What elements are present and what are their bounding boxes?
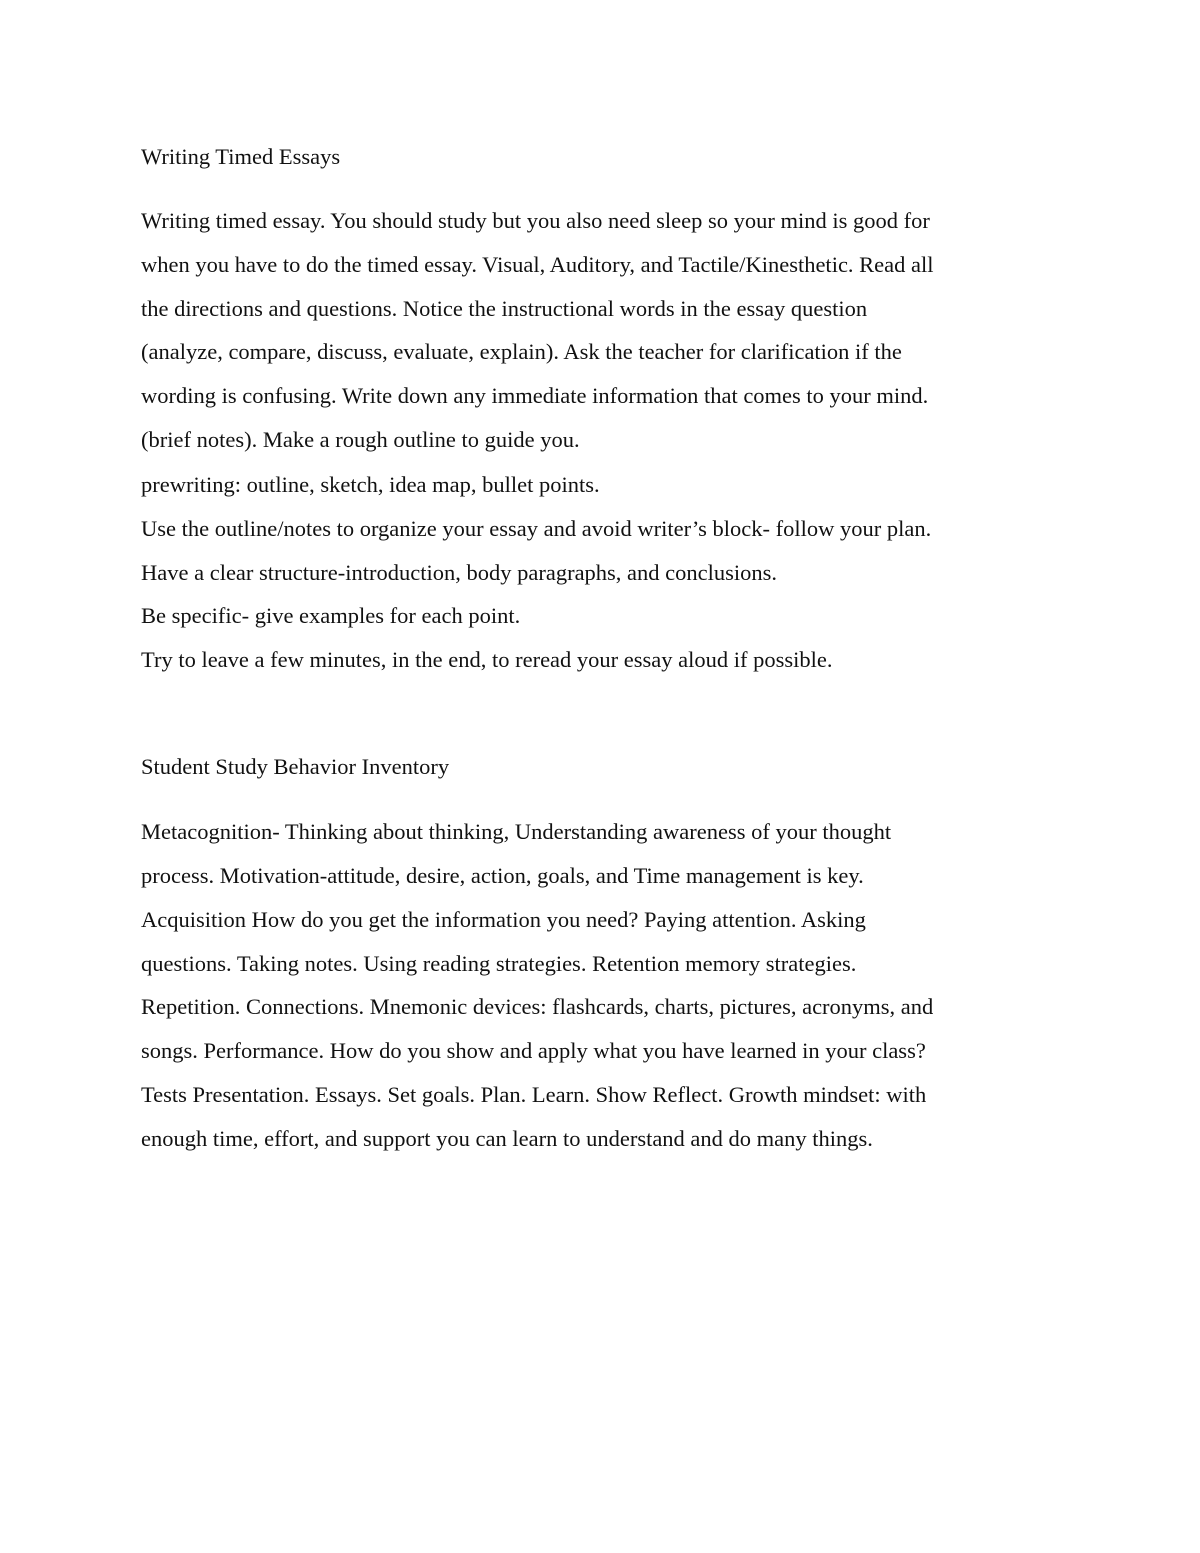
paragraph-line: Be specific- give examples for each point. [141,603,521,628]
paragraph-line: questions. Taking notes. Using reading strategies. Retention memory strategies. [141,951,857,976]
paragraph-line: Try to leave a few minutes, in the end, to reread your essay aloud if possible. [141,647,833,672]
paragraph-line: the directions and questions. Notice the instructional words in the essay question [141,296,868,321]
section-title-writing-timed-essays: Writing Timed Essays [141,144,341,169]
paragraph-line: (analyze, compare, discuss, evaluate, explain). Ask the teacher for clarification if the [141,339,902,364]
paragraph-line: Metacognition- Thinking about thinking, Understanding awareness of your thought [141,819,892,844]
paragraph-line: wording is confusing. Write down any immediate information that comes to your mind. [141,383,929,408]
section-title-student-study-behavior-inventory: Student Study Behavior Inventory [141,754,450,779]
paragraph-line: (brief notes). Make a rough outline to guide you. [141,427,580,452]
paragraph-line: Use the outline/notes to organize your essay and avoid writer’s block- follow your plan. [141,516,932,541]
paragraph-line: prewriting: outline, sketch, idea map, bullet points. [141,472,600,497]
paragraph-line: process. Motivation-attitude, desire, action, goals, and Time management is key. [141,863,864,888]
paragraph-line: enough time, effort, and support you can learn to understand and do many things. [141,1126,873,1151]
paragraph-line: Repetition. Connections. Mnemonic devices: flashcards, charts, pictures, acronyms, and [141,994,934,1019]
paragraph-line: Writing timed essay. You should study but you also need sleep so your mind is good for [141,208,930,233]
paragraph-line: when you have to do the timed essay. Visual, Auditory, and Tactile/Kinesthetic. Read all [141,252,934,277]
paragraph-line: Have a clear structure-introduction, body paragraphs, and conclusions. [141,560,778,585]
paragraph-line: Acquisition How do you get the information you need? Paying attention. Asking [141,907,866,932]
paragraph-line: Tests Presentation. Essays. Set goals. Plan. Learn. Show Reflect. Growth mindset: with [141,1082,927,1107]
paragraph-line: songs. Performance. How do you show and apply what you have learned in your class? [141,1038,926,1063]
